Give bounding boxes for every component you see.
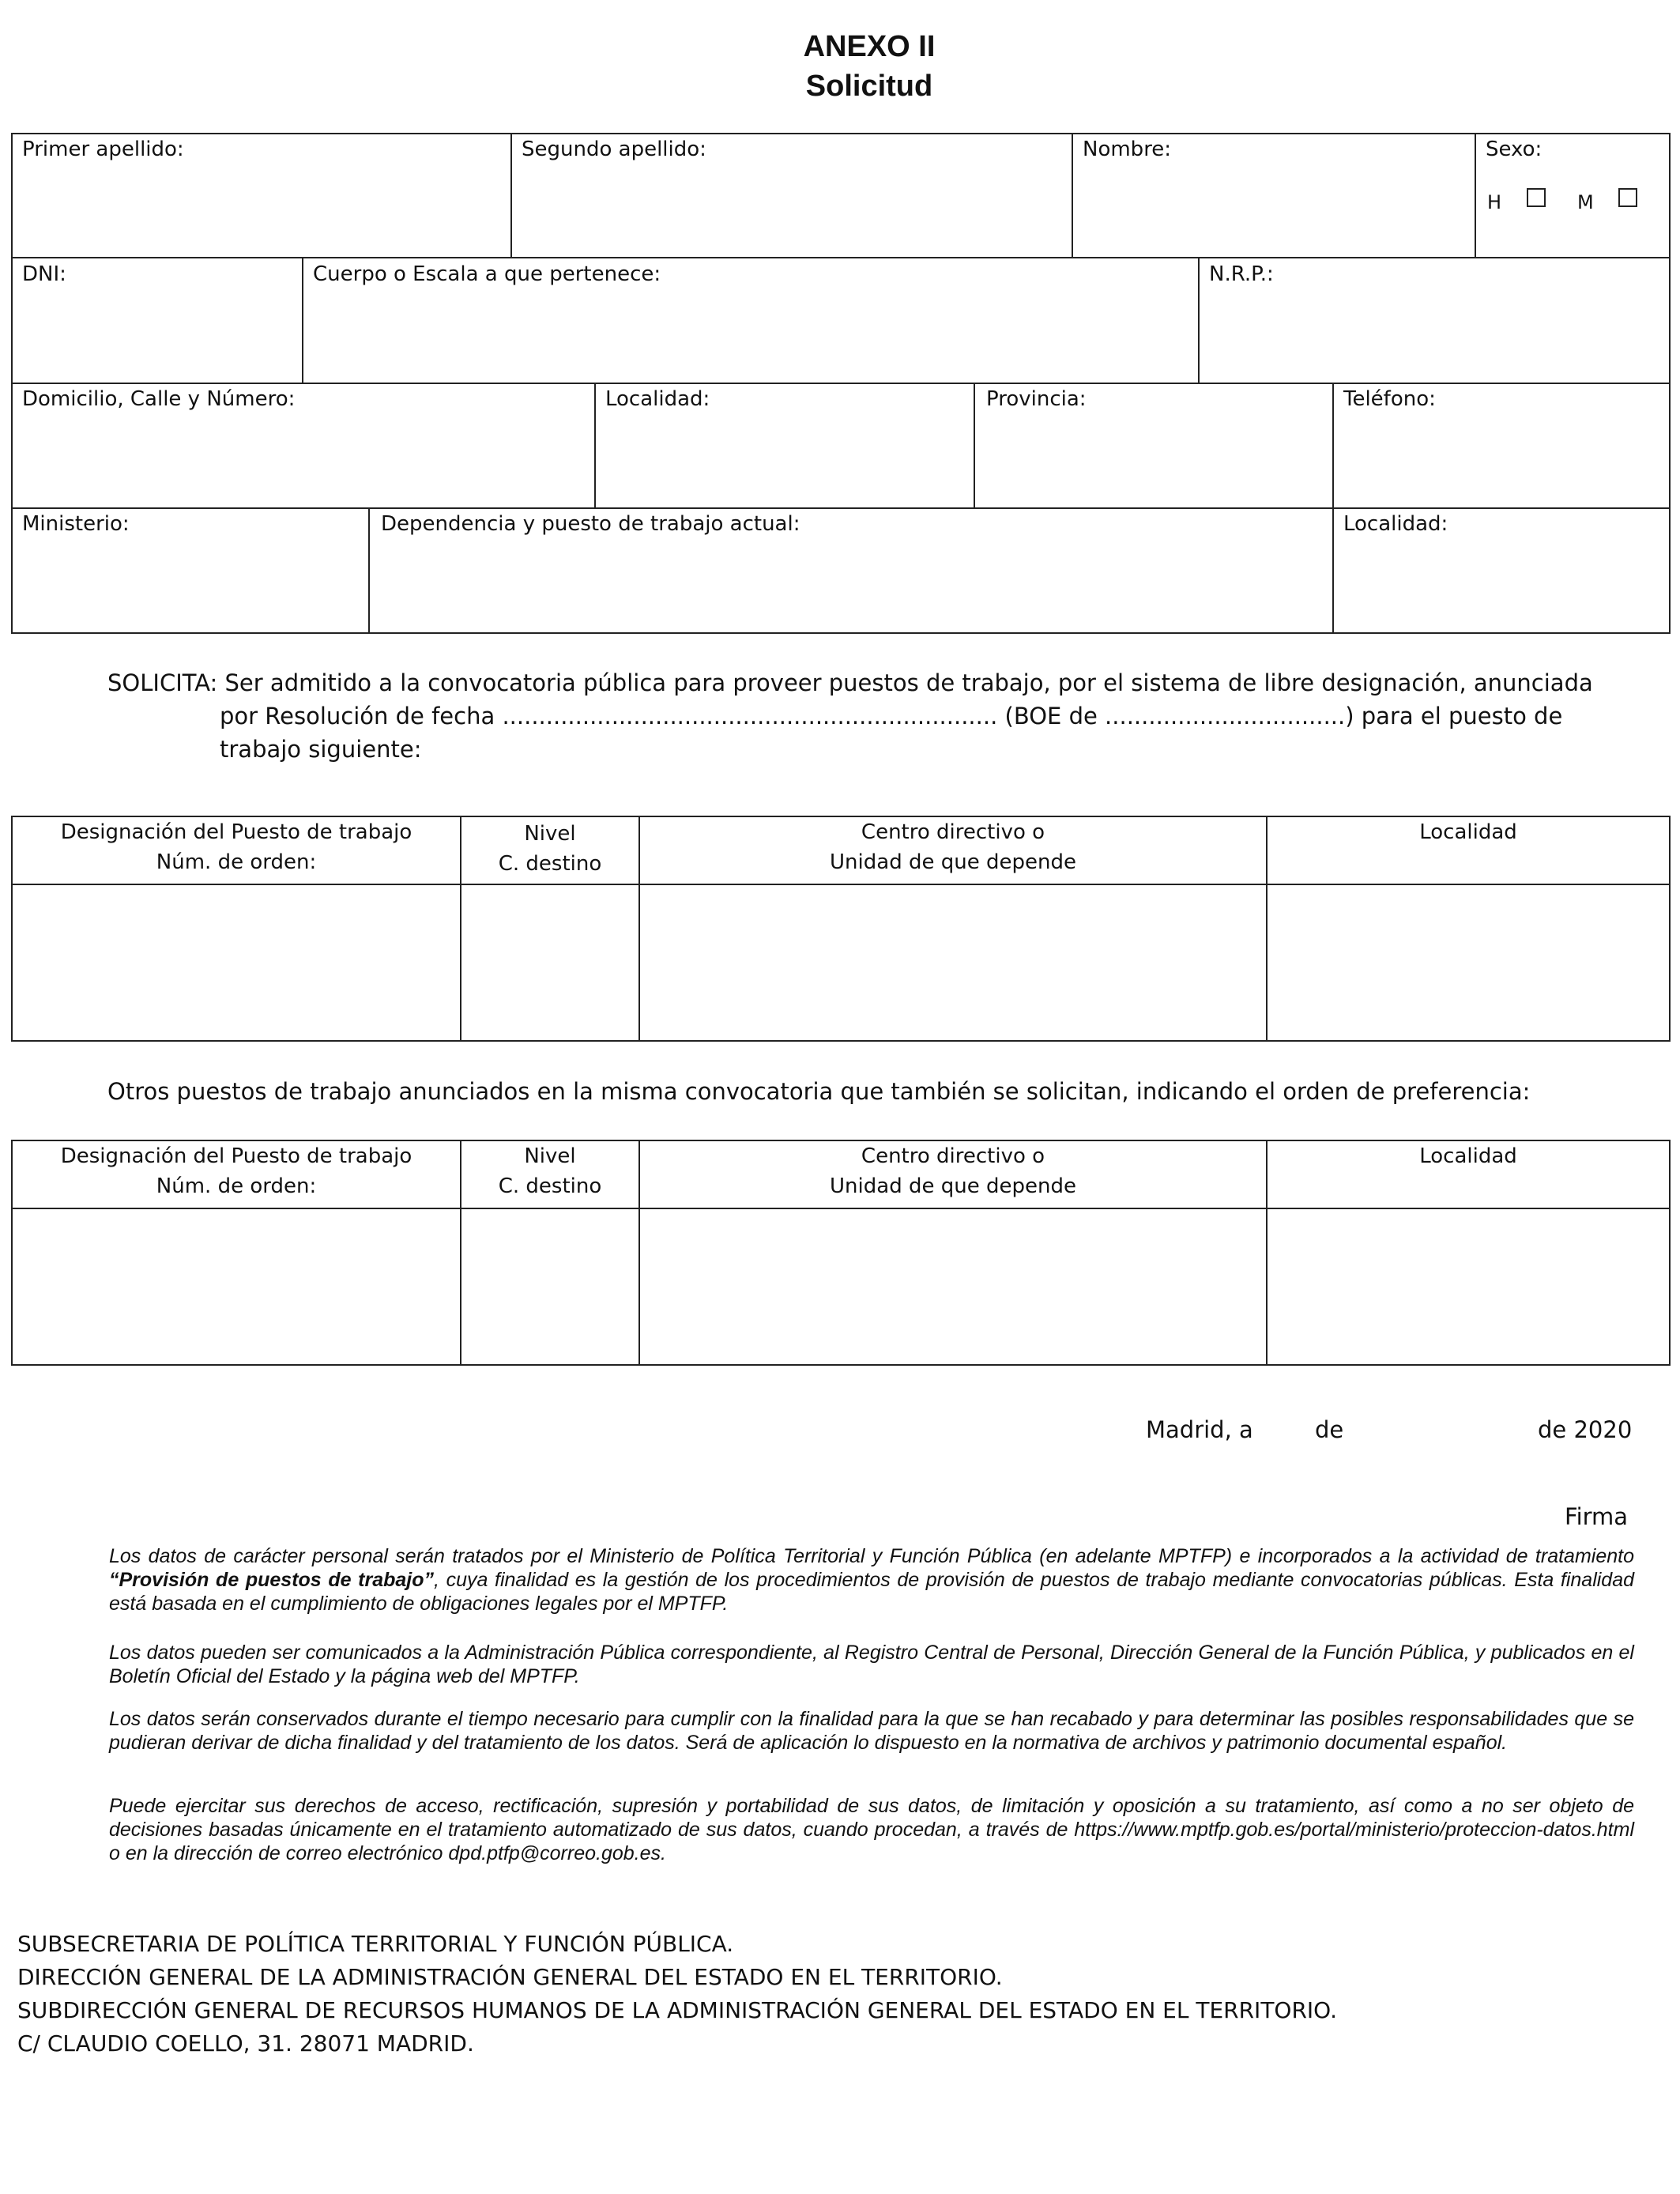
page-subtitle: Solicitud	[805, 70, 933, 103]
col-center-header: Centro directivo o Unidad de que depende	[830, 1144, 1076, 1198]
request-line-2: por Resolución de fecha .................................................................... (BOE de .................................) para el puesto de	[220, 703, 1563, 729]
other-posts-text: Otros puestos de trabajo anunciados en la misma convocatoria que también se solicitan, indicando el orden de preferencia:	[107, 1078, 1531, 1105]
second-surname-field[interactable]: Segundo apellido:	[522, 138, 706, 161]
request-line-3: trabajo siguiente:	[220, 736, 422, 763]
request-line-1: SOLICITA: Ser admitido a la convocatoria pública para proveer puestos de trabajo, por el sistema de libre designación, anunciada	[107, 669, 1593, 696]
phone-field[interactable]: Teléfono:	[1343, 387, 1436, 411]
work-locality-field[interactable]: Localidad:	[1343, 512, 1448, 536]
legal-paragraph-4: Puede ejercitar sus derechos de acceso, rectificación, supresión y portabilidad de sus datos, de limitación y oposición a su tratamiento, así como a no ser objeto de decisiones basadas únicamente en el tratamiento automatizado de sus datos, cuando procedan, a través de https://www.mptfp.gob.es/portal/ministerio/proteccion-datos.html o en la dirección de correo electrónico dpd.ptfp@correo.gob.es.	[109, 1795, 1634, 1864]
col-designation-header: Designación del Puesto de trabajo Núm. de orden:	[60, 1144, 412, 1198]
legal-paragraph-2: Los datos pueden ser comunicados a la Administración Pública correspondiente, al Registro Central de Personal, Dirección General de la Función Pública, y publicados en el Boletín Oficial del Estado y la página web del MPTFP.	[109, 1642, 1634, 1687]
footer-line-1: SUBSECRETARIA DE POLÍTICA TERRITORIAL Y FUNCIÓN PÚBLICA.	[17, 1931, 734, 1957]
center-cell[interactable]	[640, 1209, 1266, 1364]
level-cell[interactable]	[461, 885, 638, 1040]
legal-paragraph-3: Los datos serán conservados durante el tiempo necesario para cumplir con la finalidad para la que se han recabado y para determinar las posibles responsabilidades que se pudieran derivar de dicha finalidad y del tratamiento de los datos. Será de aplicación lo dispuesto en la normativa de archivos y patrimonio documental español.	[109, 1708, 1634, 1754]
signature-label: Firma	[1565, 1503, 1629, 1530]
ministry-field[interactable]: Ministerio:	[22, 512, 130, 536]
sex-m-label: M	[1577, 191, 1594, 213]
nrp-field[interactable]: N.R.P.:	[1209, 262, 1274, 286]
signature-de-1: de	[1315, 1416, 1344, 1443]
footer-line-4: C/ CLAUDIO COELLO, 31. 28071 MADRID.	[17, 2030, 474, 2056]
col-locality-header: Localidad	[1419, 1144, 1517, 1168]
corps-field[interactable]: Cuerpo o Escala a que pertenece:	[313, 262, 661, 286]
signature-place: Madrid, a	[1146, 1416, 1253, 1443]
address-field[interactable]: Domicilio, Calle y Número:	[22, 387, 296, 411]
locality-cell[interactable]	[1268, 1209, 1669, 1364]
current-post-field[interactable]: Dependencia y puesto de trabajo actual:	[381, 512, 800, 536]
dni-field[interactable]: DNI:	[22, 262, 66, 286]
col-center-header: Centro directivo o Unidad de que depende	[830, 820, 1076, 874]
col-designation-header: Designación del Puesto de trabajo Núm. de orden:	[60, 820, 412, 874]
sex-m-checkbox[interactable]	[1618, 188, 1637, 207]
footer-line-2: DIRECCIÓN GENERAL DE LA ADMINISTRACIÓN GENERAL DEL ESTADO EN EL TERRITORIO.	[17, 1964, 1003, 1990]
center-cell[interactable]	[640, 885, 1266, 1040]
signature-year: de 2020	[1538, 1416, 1633, 1443]
col-level-header: Nivel C. destino	[498, 1144, 602, 1198]
first-surname-field[interactable]: Primer apellido:	[22, 138, 184, 161]
sex-label: Sexo:	[1486, 138, 1543, 161]
name-field[interactable]: Nombre:	[1083, 138, 1172, 161]
sex-h-checkbox[interactable]	[1527, 188, 1546, 207]
col-level-header: Nivel C. destino	[498, 822, 602, 876]
designation-cell[interactable]	[13, 1209, 460, 1364]
locality-field[interactable]: Localidad:	[605, 387, 710, 411]
level-cell[interactable]	[461, 1209, 638, 1364]
col-locality-header: Localidad	[1419, 820, 1517, 844]
footer-line-3: SUBDIRECCIÓN GENERAL DE RECURSOS HUMANOS DE LA ADMINISTRACIÓN GENERAL DEL ESTADO EN EL TERRITORIO.	[17, 1997, 1337, 2023]
province-field[interactable]: Provincia:	[986, 387, 1087, 411]
annex-title: ANEXO II	[803, 30, 936, 63]
legal-paragraph-1: Los datos de carácter personal serán tratados por el Ministerio de Política Territorial y Función Pública (en adelante MPTFP) e incorporados a la actividad de tratamiento “Provisión de puestos de trabajo”, cuya finalidad es la gestión de los procedimientos de provisión de puestos de trabajo mediante convocatorias públicas. Esta finalidad está basada en el cumplimiento de obligaciones legales por el MPTFP.	[109, 1545, 1635, 1615]
locality-cell[interactable]	[1268, 885, 1669, 1040]
designation-cell[interactable]	[13, 885, 460, 1040]
sex-h-label: H	[1487, 191, 1502, 213]
